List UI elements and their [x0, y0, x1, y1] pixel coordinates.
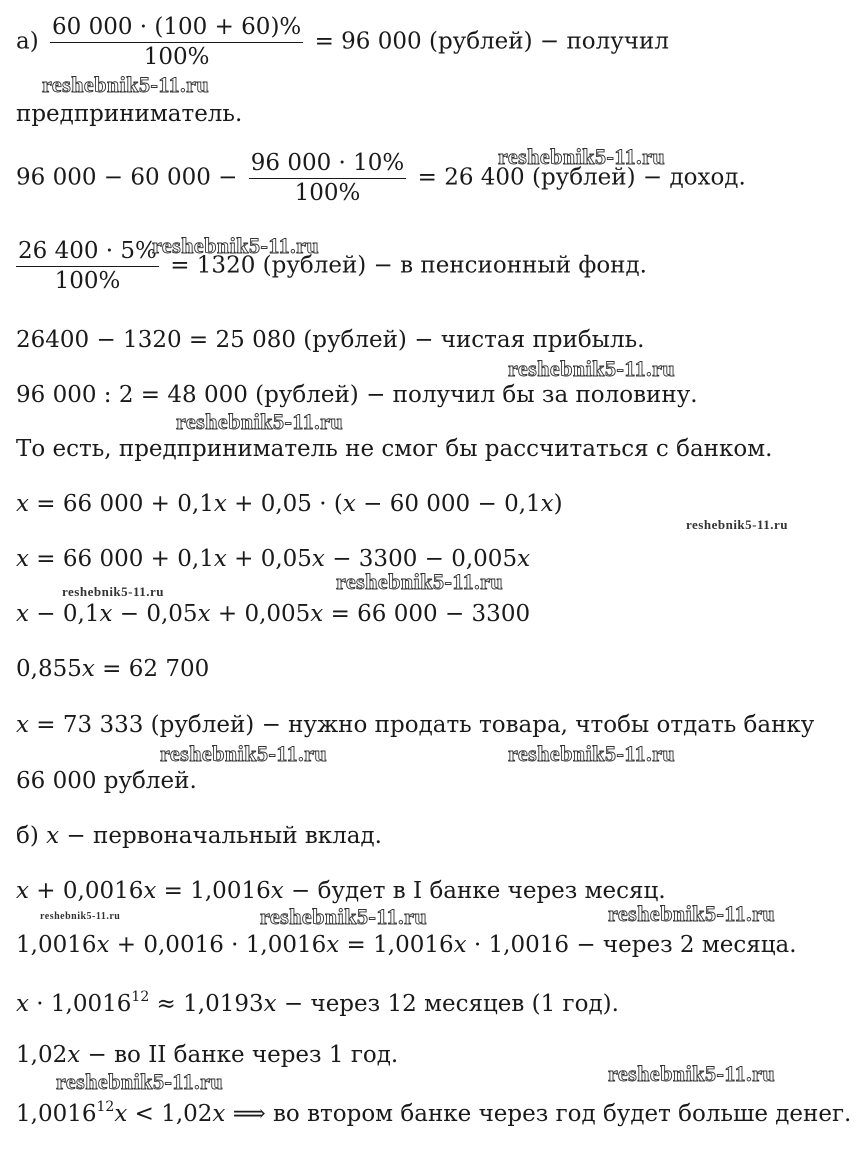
line-a4: 26400 − 1320 = 25 080 (рублей) − чистая прибыль. [16, 327, 645, 353]
watermark: reshebnik5-11.ru [686, 517, 789, 532]
line-a1 [16, 16, 669, 69]
line-b3: 1,0016x + 0,0016 · 1,0016x = 1,0016x · 1,0016 − через 2 месяца. [16, 932, 797, 958]
fraction-3 [16, 240, 159, 293]
watermark: reshebnik5-11.ru [160, 741, 328, 766]
watermark: reshebnik5-11.ru [260, 904, 428, 929]
fraction-1 [50, 16, 303, 69]
line-a5: 96 000 : 2 = 48 000 (рублей) − получил бы за половину. [16, 382, 698, 408]
watermark: reshebnik5-11.ru [176, 409, 344, 434]
fraction-3-numerator: 26 400 · 5% [16, 240, 159, 267]
line-b5: 1,02x − во II банке через 1 год. [16, 1042, 399, 1068]
watermark: reshebnik5-11.ru [508, 356, 676, 381]
equation-2: x = 66 000 + 0,1x + 0,05x − 3300 − 0,005x [16, 546, 531, 572]
line-b4: $x \cdot 1,0016^{12} \approx 1,0193x$ − через 12 месяцев (1 год). [16, 989, 619, 1017]
fraction-1-numerator: 60 000 · (100 + 60)% [50, 16, 303, 43]
fraction-1-denominator: 100% [143, 44, 210, 70]
watermark: reshebnik5-11.ru [498, 144, 666, 169]
watermark: reshebnik5-11.ru [608, 1061, 776, 1086]
fraction-2-numerator: 96 000 · 10% [249, 152, 407, 179]
watermark: reshebnik5-11.ru [42, 72, 210, 97]
watermark: reshebnik5-11.ru [56, 1069, 224, 1094]
fraction-2 [249, 152, 407, 205]
watermark: reshebnik5-11.ru [608, 901, 776, 926]
watermark: reshebnik5-11.ru [336, 569, 504, 594]
equation-5-cont: 66 000 рублей. [16, 768, 197, 794]
fraction-2-denominator: 100% [294, 180, 361, 206]
line-a6: То есть, предприниматель не смог бы рассчитаться с банком. [16, 436, 773, 462]
equation-4: 0,855x = 62 700 [16, 656, 210, 682]
fraction-3-denominator: 100% [54, 268, 121, 294]
equation-5: x = 73 333 (рублей) − нужно продать товара, чтобы отдать банку [16, 712, 815, 738]
line-a2-pre: 96 000 − 60 000 − [16, 164, 238, 191]
watermark: reshebnik5-11.ru [152, 233, 320, 258]
line-a2-rest: = 26 400 (рублей) − доход. [417, 164, 746, 191]
watermark: reshebnik5-11.ru [40, 911, 121, 922]
equation-3: x − 0,1x − 0,05x + 0,005x = 66 000 − 3300 [16, 601, 531, 627]
watermark: reshebnik5-11.ru [508, 741, 676, 766]
line-b2: x + 0,0016x = 1,0016x − будет в I банке через месяц. [16, 878, 666, 904]
line-a3 [12, 240, 647, 293]
line-a3-rest: = 1320 (рублей) − в пенсионный фонд. [170, 252, 647, 279]
line-a1-cont: предприниматель. [16, 101, 243, 127]
equation-1: x = 66 000 + 0,1x + 0,05 · (x − 60 000 − 0,1x) [16, 491, 563, 517]
line-b1: б) x − первоначальный вклад. [16, 823, 382, 849]
watermark: reshebnik5-11.ru [62, 584, 165, 599]
line-b6: $1,0016^{12}x < 1,02x$ ⟹ во втором банке через год будет больше денег. [16, 1099, 852, 1127]
part-a-label: а) [16, 28, 39, 55]
line-a1-rest: = 96 000 (рублей) − получил [314, 28, 669, 55]
